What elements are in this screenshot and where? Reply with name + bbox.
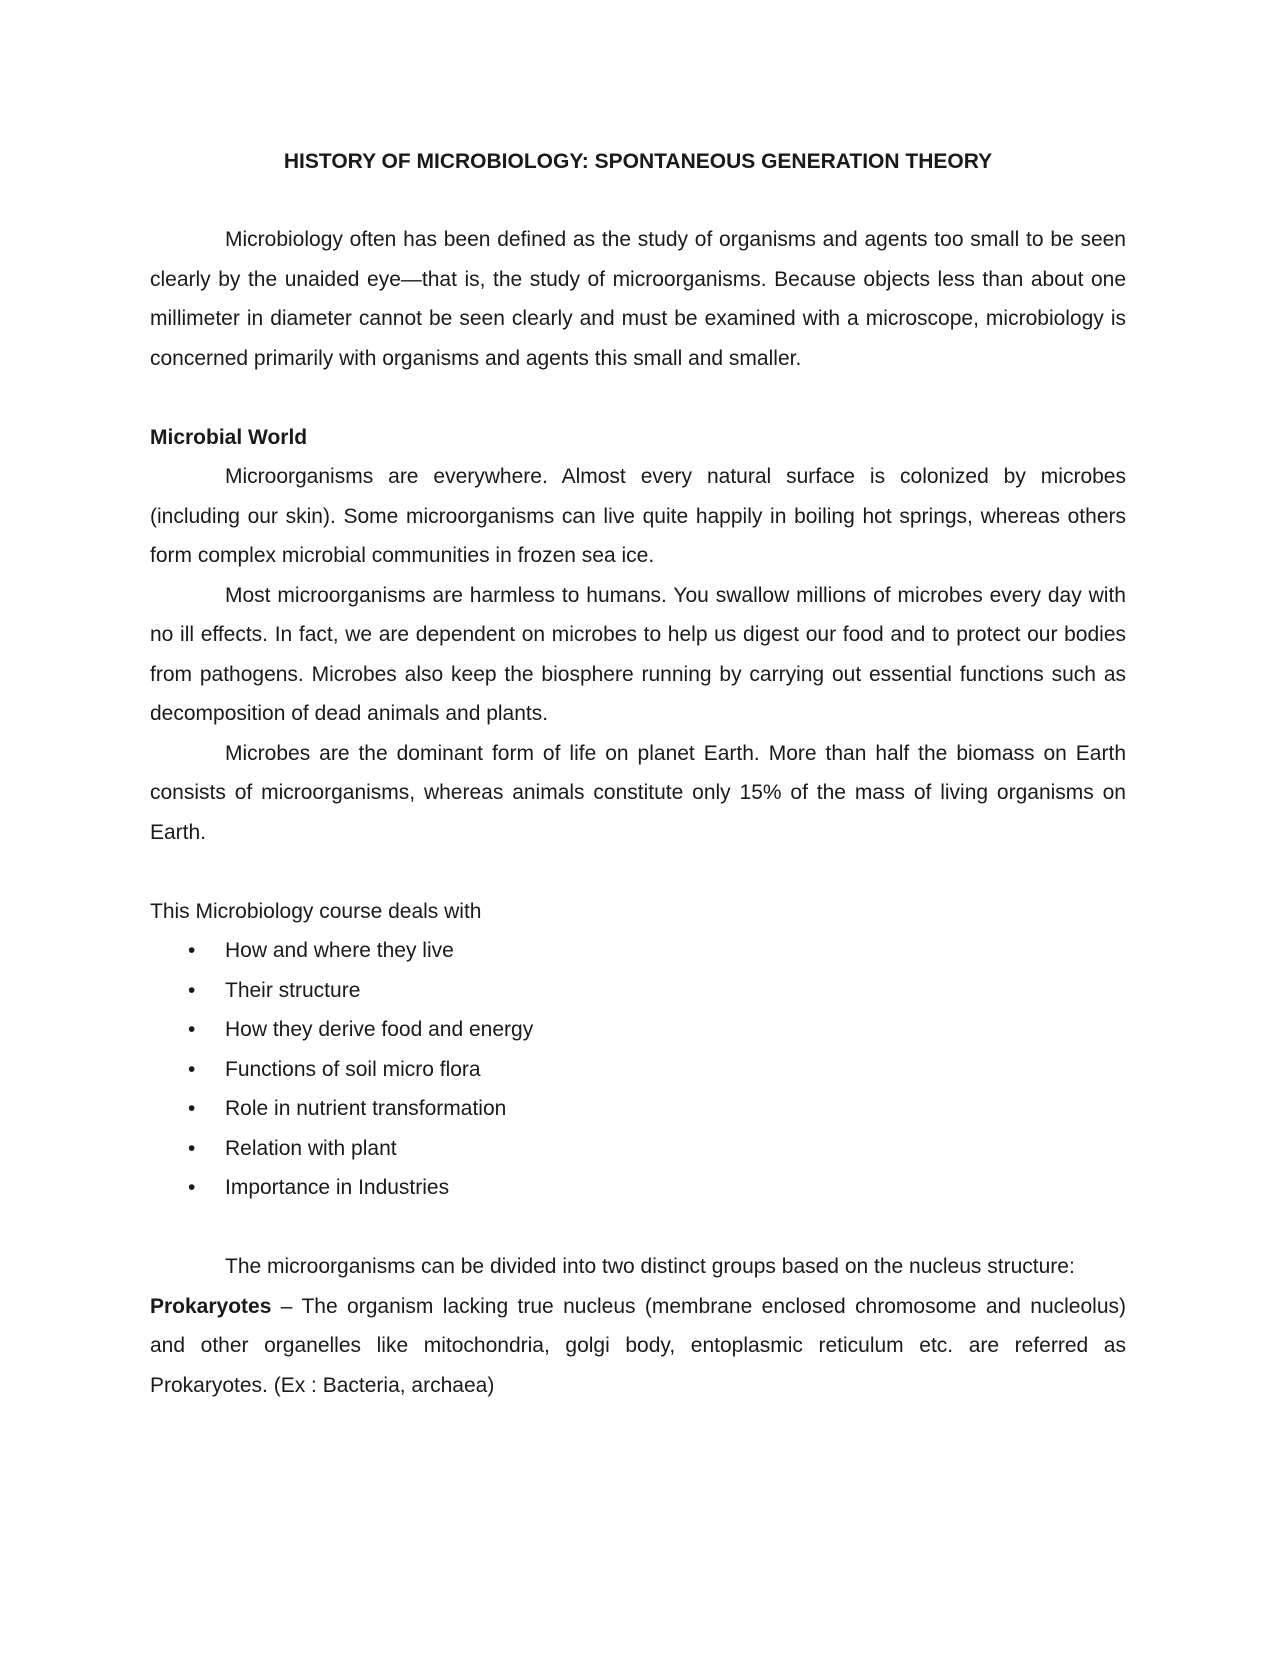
- bullet-icon: •: [188, 1097, 196, 1120]
- list-item-text: Their structure: [225, 978, 361, 1002]
- prokaryotes-term: Prokaryotes: [150, 1294, 272, 1318]
- list-item: [150, 971, 1126, 1011]
- list-item: [150, 1129, 1126, 1169]
- bullet-icon: •: [188, 1018, 196, 1041]
- list-item: [150, 1168, 1126, 1208]
- bullet-icon: •: [188, 1136, 196, 1160]
- course-intro: This Microbiology course deals with: [150, 899, 482, 923]
- list-item: [150, 1089, 1126, 1129]
- bullet-icon: •: [188, 978, 196, 1002]
- bullet-icon: •: [188, 1176, 196, 1199]
- list-item: [150, 1050, 1126, 1090]
- list-item-text: Relation with plant: [225, 1136, 397, 1160]
- body-paragraph: Microorganisms are everywhere. Almost every natural surface is colonized by microbes (including our skin). Some microorganisms can live quite happily in boiling hot springs, whereas others form complex microbial communities in frozen sea ice.: [150, 465, 1126, 567]
- section-heading: Microbial World: [150, 425, 308, 449]
- list-item: [150, 1010, 1126, 1050]
- document-title: HISTORY OF MICROBIOLOGY: SPONTANEOUS GENERATION THEORY: [283, 150, 993, 173]
- intro-paragraph: Microbiology often has been defined as the study of organisms and agents too small to be seen clearly by the unaided eye—that is, the study of microorganisms. Because objects less than about one millimeter in diameter cannot be seen clearly and must be examined with a microscope, microbiology is concerned primarily with organisms and agents this small and smaller.: [150, 228, 1126, 370]
- body-paragraph: Most microorganisms are harmless to humans. You swallow millions of microbes every day with no ill effects. In fact, we are dependent on microbes to help us digest our food and to protect our bodies from pathogens. Microbes also keep the biosphere running by carrying out essential functions such as decomposition of dead animals and plants.: [150, 583, 1126, 725]
- document-page: [150, 142, 1126, 1405]
- list-item-text: Functions of soil micro flora: [225, 1057, 481, 1081]
- course-topics-list: [150, 931, 1126, 1208]
- list-item-text: How and where they live: [225, 939, 454, 962]
- list-item-text: Importance in Industries: [225, 1176, 450, 1199]
- list-item: [150, 931, 1126, 971]
- list-item-text: How they derive food and energy: [225, 1018, 534, 1041]
- prokaryotes-paragraph: [150, 1287, 1126, 1406]
- body-paragraph: Microbes are the dominant form of life on planet Earth. More than half the biomass on Earth consists of microorganisms, whereas animals constitute only 15% of the mass of living organisms on Earth.: [150, 741, 1126, 844]
- prokaryotes-definition: – The organism lacking true nucleus (membrane enclosed chromosome and nucleolus) and other organelles like mitochondria, golgi body, entoplasmic reticulum etc. are referred as Prokaryotes. (Ex : Bacteria, archaea): [150, 1294, 1126, 1397]
- bullet-icon: •: [188, 1057, 196, 1081]
- groups-intro-paragraph: The microorganisms can be divided into two distinct groups based on the nucleus structure:: [225, 1255, 1075, 1278]
- spacer: [150, 378, 1126, 418]
- list-item-text: Role in nutrient transformation: [225, 1097, 507, 1120]
- bullet-icon: •: [188, 939, 196, 962]
- spacer: [150, 1208, 1126, 1248]
- spacer: [150, 852, 1126, 892]
